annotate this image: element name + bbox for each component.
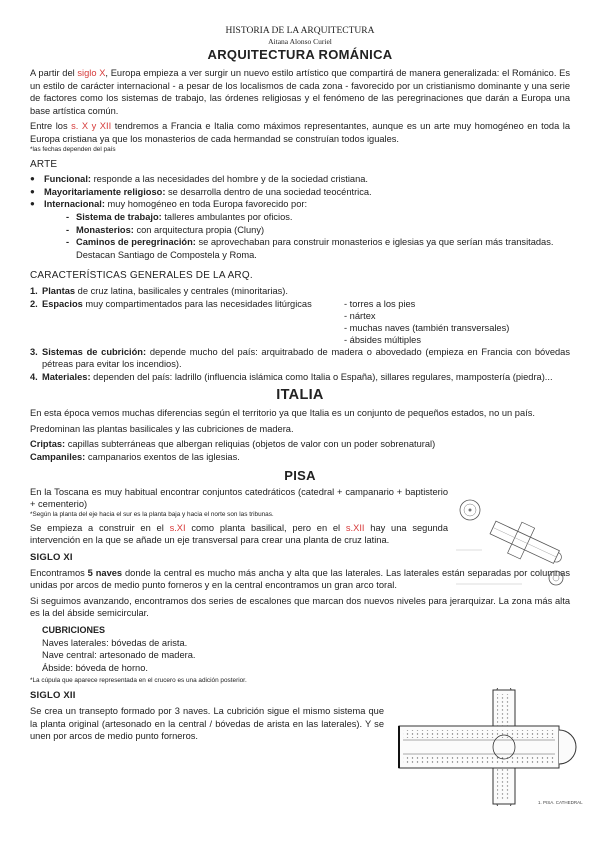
arte-sublist [44, 211, 570, 261]
italia-paragraph-1: En esta época vemos muchas diferencias según el territorio ya que Italia es un conjunto de pequeños estados, no un país. [30, 408, 535, 419]
list-item: ● Funcional: responde a las necesidades del hombre y de la sociedad cristiana. [30, 173, 570, 186]
caracteristicas-heading: CARACTERÍSTICAS GENERALES DE LA ARQ. [30, 270, 253, 282]
list-item: - Monasterios: con arquitectura propia (Cluny) [66, 224, 570, 237]
intro-paragraph-2: Entre los s. X y XII tendremos a Francia e Italia como máximos representantes, aunque es un arte muy homogéneo en toda la Europa cristiana ya que los monasterios de cada hermandad se construían todos iguales. [30, 121, 570, 144]
floor-plan-caption: 1. PISA. CATHEDRAL [538, 800, 583, 805]
list-item: 3. Sistemas de cubrición: depende mucho del país: arquitrabado de madera o abovedado (empieza en Francia con bóvedas pétreas para evitar los incendios). [30, 346, 571, 370]
cubriciones-block [30, 624, 570, 674]
criptas-line: Criptas: capillas subterráneas que albergan reliquias (objetos de valor con un poder sobrenatural) [30, 439, 436, 450]
list-item: 1. Plantas de cruz latina, basilicales y centrales (minoritarias). [30, 285, 288, 296]
caracteristicas-list [30, 285, 570, 383]
pisa-paragraph-1: En la Toscana es muy habitual encontrar conjuntos catedráticos (catedral + campanario + baptisterio + cementerio) [30, 486, 448, 510]
pisa-paragraph-2: Se empieza a construir en el s.XI como planta basilical, pero en el s.XII hay una segunda intervención en la que se añade un eje transversal para crear una planta de cruz latina. [30, 522, 449, 546]
list-item: Ábside: bóveda de horno. [42, 662, 148, 673]
siglo-xi-paragraph-1: Encontramos 5 naves donde la central es mucho más ancha y alta que las laterales. Las laterales están separadas por columnas unidas por arcos de medio punto forneros y en la central encontramos un gran arco toral. [30, 567, 570, 591]
list-item: Nave central: artesonado de madera. [42, 650, 196, 661]
pisa-title: PISA [284, 467, 316, 483]
arte-heading: ARTE [30, 158, 58, 170]
siglo-xi-paragraph-2: Si seguimos avanzando, encontramos dos series de escalones que marcan dos nuevos niveles para jerarquizar. La zona más alta es la del ábside semicircular. [30, 595, 570, 619]
list-item: 4. Materiales: dependen del país: ladrillo (influencia islámica como Italia o España), sillares regulares, mampostería (piedra)... [30, 371, 553, 382]
cubriciones-note: *La cúpula que aparece representada en el crucero es una adición posterior. [30, 677, 247, 685]
dates-note: *las fechas dependen del país [30, 145, 116, 153]
cubriciones-heading: CUBRICIONES [42, 625, 106, 635]
list-item: Naves laterales: bóvedas de arista. [42, 637, 188, 648]
arte-list [30, 173, 570, 261]
list-item: - Caminos de peregrinación: se aprovechaban para construir monasterios e iglesias ya que serían más transitadas. Destacan Santiago de Compostela y Roma. [66, 236, 570, 261]
intro-paragraph-1: A partir del siglo X, Europa empieza a ver surgir un nuevo estilo artístico que compartirá de manera generalizada: el Románico. Es un estilo de carácter internacional - a pesar de los localismos de cada zona - favorecido por un cristianismo dominante y una serie de factores como los sistemas de trabajo, las órdenes religiosas y el fenómeno de las peregrinaciones que darán a Europa una base artística común. [30, 68, 570, 116]
list-item: - Sistema de trabajo: talleres ambulantes por oficios. [66, 211, 570, 224]
author-name: Aitana Alonso Curiel [268, 37, 332, 46]
espacios-list: - torres a los pies - nártex - muchas naves (también transversales) - ábsides múltiples [344, 298, 510, 345]
italia-title: ITALIA [276, 387, 324, 404]
pisa-site-plan-figure [452, 496, 576, 594]
course-header: HISTORIA DE LA ARQUITECTURA [225, 26, 375, 36]
list-item: ● Internacional: muy homogéneo en toda Europa favorecido por: - Sistema de trabajo: talleres ambulantes por oficios. - Monasterios: con arquitectura propia (Cluny) - Caminos de peregrinación: se aprovechaban para construir monasterios e iglesias ya que serían más transitadas. Destacan Santiago de Compostela y Roma. [30, 198, 570, 261]
siglo-xi-heading: SIGLO XI [30, 552, 73, 564]
page-title: ARQUITECTURA ROMÁNICA [207, 47, 393, 62]
italia-paragraph-2: Predominan las plantas basilicales y las cubriciones de madera. [30, 423, 294, 434]
campaniles-line: Campaniles: campanarios exentos de las iglesias. [30, 452, 240, 463]
list-item: ● Mayoritariamente religioso: se desarrolla dentro de una sociedad teocéntrica. [30, 186, 570, 199]
pisa-cathedral-floor-plan [395, 688, 578, 806]
siglo-xii-heading: SIGLO XII [30, 690, 76, 702]
list-item: 2. Espacios muy compartimentados para las necesidades litúrgicas - torres a los pies - nártex - muchas naves (también transversales) - ábsides múltiples [30, 298, 510, 345]
siglo-xii-paragraph: Se crea un transepto formado por 3 naves. La cubrición sigue el mismo sistema que la planta original (artesonado en la central / bóvedas de arista en las laterales). Y se unen por arcos de medio punto forneros. [30, 705, 384, 742]
pisa-note: *Según la planta del eje hacia el sur es la planta baja y hacia el norte son las tribunas. [30, 510, 274, 518]
